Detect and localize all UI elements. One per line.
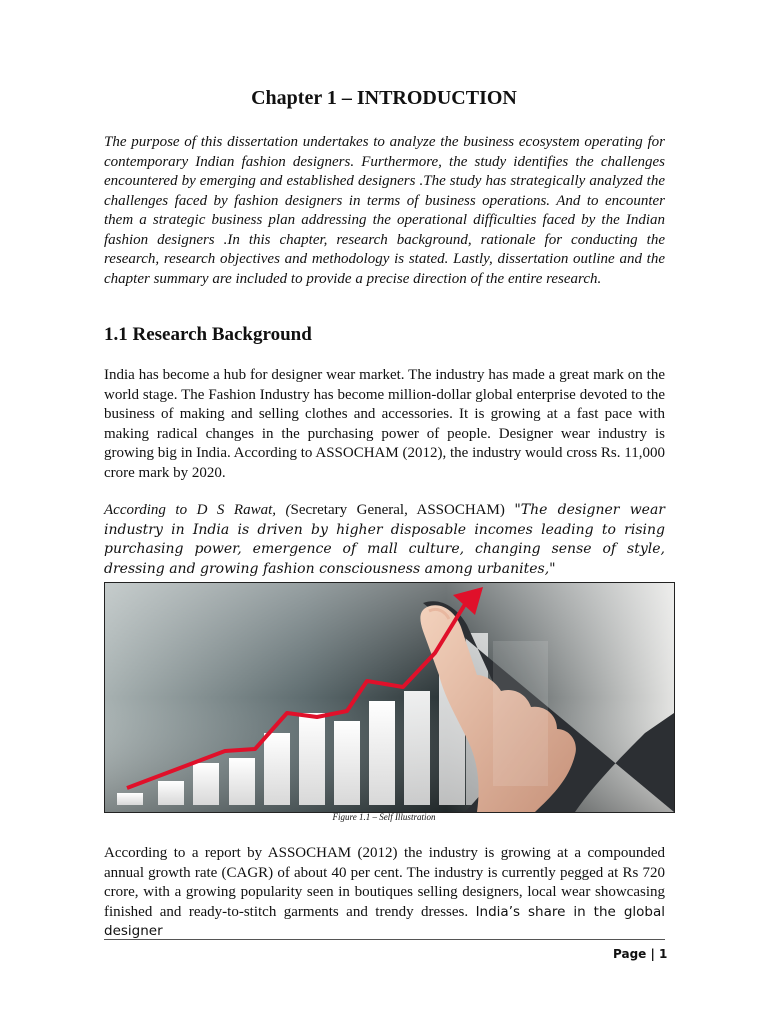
figure-caption: Figure 1.1 – Self Illustration bbox=[332, 812, 436, 822]
bar-6 bbox=[299, 713, 325, 805]
report-text: According to a report by ASSOCHAM (2012) the industry is growing at a compounded annual growth rate (CAGR) of about 40 per cent. The industry is currently pegged at Rs 720 crore, with a growing popularity seen in boutiques selling designers, local wear showcasing finished and ready-to-stitch garments and trendy dresses. bbox=[104, 845, 665, 920]
bar-5 bbox=[264, 733, 290, 805]
quote-text: "The designer wear industry in India is driven by higher disposable incomes leading to rising purchasing power, emergence of mall culture, changing sense of style, dressing and growing fashion consciousness among urbanites," bbox=[104, 502, 666, 577]
quote-lead: According to D S Rawat, ( bbox=[104, 502, 291, 518]
bar-2 bbox=[158, 781, 184, 805]
section-heading: 1.1 Research Background bbox=[104, 324, 312, 345]
growth-chart-figure bbox=[104, 582, 675, 813]
footer-rule bbox=[104, 939, 665, 940]
chapter-title: Chapter 1 – INTRODUCTION bbox=[251, 87, 517, 109]
glass-bar-reflection bbox=[493, 641, 548, 786]
bar-1 bbox=[117, 793, 143, 805]
page-number: Page | 1 bbox=[613, 947, 668, 961]
quote-paragraph bbox=[104, 501, 665, 579]
research-background-paragraph: India has become a hub for designer wear market. The industry has made a great mark on the world stage. The Fashion Industry has become million-dollar global enterprise devoted to the business of making and selling clothes and accessories. It is growing at a fast pace with making radical changes in the purchasing power of people. Designer wear industry is growing big in India. According to ASSOCHAM (2012), the industry would cross Rs. 11,000 crore mark by 2020. bbox=[104, 367, 665, 481]
growth-chart-illustration bbox=[105, 583, 674, 812]
report-paragraph bbox=[104, 844, 665, 942]
bar-9 bbox=[404, 691, 430, 805]
bar-4 bbox=[229, 758, 255, 805]
quote-role: Secretary General, ASSOCHAM) bbox=[290, 502, 515, 518]
bar-3 bbox=[193, 763, 219, 805]
intro-paragraph: The purpose of this dissertation undertakes to analyze the business ecosystem operating for contemporary Indian fashion designers. Furthermore, the study identifies the challenges encountered by emerging and established designers .The study has strategically analyzed the challenges faced by fashion designers in terms of business operations. And to encounter them a strategic business plan addressing the operational difficulties faced by the Indian fashion designers .In this chapter, research background, rationale for conducting the research, research objectives and methodology is stated. Lastly, dissertation outline and the chapter summary are included to provide a precise direction of the entire research. bbox=[104, 134, 665, 287]
report-tail: India’s share in the global designer bbox=[104, 903, 665, 939]
bar-8 bbox=[369, 701, 395, 805]
bar-7 bbox=[334, 721, 360, 805]
